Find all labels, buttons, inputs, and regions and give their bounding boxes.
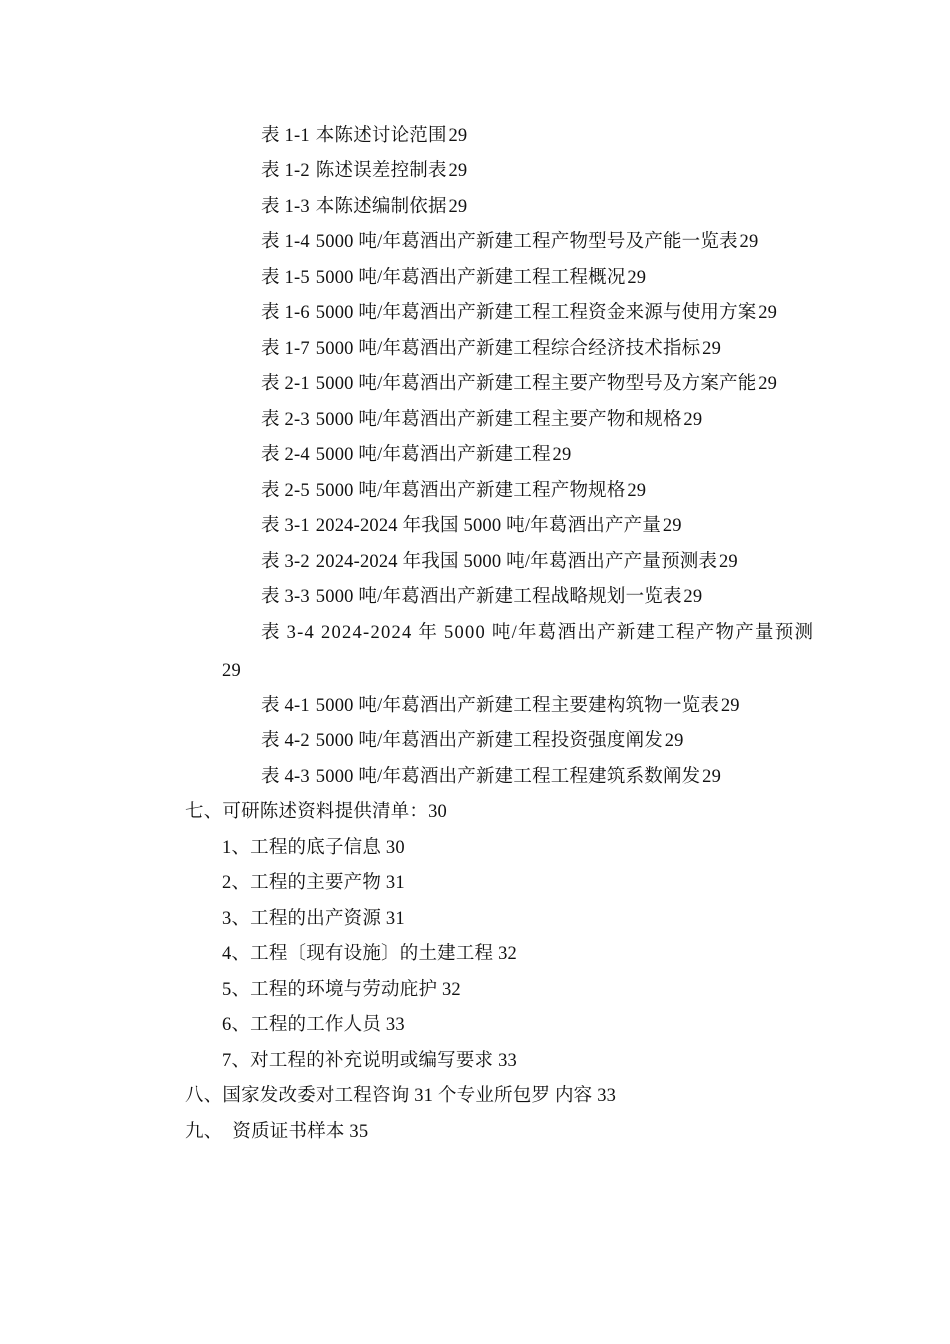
- toc-table-entry-1-2[interactable]: [261, 159, 467, 183]
- toc-table-label: 表 2-3: [261, 410, 310, 430]
- toc-page-number: 29: [448, 197, 468, 217]
- toc-table-title: 5000 吨/年葛酒出产新建工程产物型号及产能一览表: [315, 232, 738, 252]
- toc-item-7-6[interactable]: 6、工程的工作人员 33: [222, 1015, 405, 1035]
- toc-table-title: 2024-2024 年我国 5000 吨/年葛酒出产产量: [315, 516, 662, 536]
- toc-table-title: 5000 吨/年葛酒出产新建工程主要建构筑物一览表: [315, 696, 720, 716]
- toc-item-7-4[interactable]: 4、工程〔现有设施〕的土建工程 32: [222, 944, 517, 964]
- toc-table-label: 表 2-4: [261, 445, 310, 465]
- toc-table-entry-2-3[interactable]: [261, 408, 702, 432]
- toc-table-title: 5000 吨/年葛酒出产新建工程产物规格: [315, 481, 626, 501]
- toc-table-label: 表 1-5: [261, 268, 310, 288]
- toc-table-title: 5000 吨/年葛酒出产新建工程工程建筑系数阐发: [315, 767, 701, 787]
- toc-table-entry-4-2[interactable]: [261, 729, 684, 753]
- toc-item-7-5[interactable]: 5、工程的环境与劳动庇护 32: [222, 980, 461, 1000]
- toc-table-label: 表 1-6: [261, 303, 310, 323]
- toc-table-entry-4-3[interactable]: [261, 765, 721, 789]
- toc-page-number: 29: [702, 767, 722, 787]
- toc-page-number: 29: [739, 232, 759, 252]
- toc-table-entry-3-1[interactable]: [261, 514, 682, 538]
- toc-item-7-2[interactable]: 2、工程的主要产物 31: [222, 873, 405, 893]
- toc-table-title: 5000 吨/年葛酒出产新建工程综合经济技术指标: [315, 339, 701, 359]
- toc-table-label: 表 2-5: [261, 481, 310, 501]
- toc-section-8[interactable]: 八、国家发改委对工程咨询 31 个专业所包罗 内容 33: [185, 1086, 617, 1106]
- toc-page-number: 29: [720, 696, 740, 716]
- toc-table-label: 表 1-3: [261, 197, 310, 217]
- toc-page-number: 29: [758, 374, 778, 394]
- toc-table-title: 5000 吨/年葛酒出产新建工程工程概况: [315, 268, 626, 288]
- toc-table-entry-2-5[interactable]: [261, 479, 646, 503]
- toc-table-label: 表 3-2: [261, 552, 310, 572]
- toc-table-title: 5000 吨/年葛酒出产新建工程投资强度阐发: [315, 731, 663, 751]
- toc-table-label: 表 4-3: [261, 767, 310, 787]
- toc-table-label: 表 1-1: [261, 126, 310, 146]
- toc-table-entry-3-3[interactable]: [261, 585, 702, 609]
- toc-table-title: 本陈述讨论范围: [315, 126, 447, 146]
- toc-page-number: 29: [718, 552, 738, 572]
- toc-table-label: 表 4-1: [261, 696, 310, 716]
- toc-table-entry-1-3[interactable]: [261, 195, 467, 219]
- toc-section-9[interactable]: [185, 1120, 368, 1144]
- toc-table-entry-3-4[interactable]: [261, 621, 815, 645]
- toc-table-entry-1-7[interactable]: [261, 337, 721, 361]
- toc-page-number: 29: [448, 126, 468, 146]
- toc-table-title: 5000 吨/年葛酒出产新建工程主要产物型号及方案产能: [315, 374, 757, 394]
- toc-page-number-wrapped[interactable]: 29: [222, 661, 241, 681]
- toc-section-number: 九、: [185, 1122, 223, 1142]
- toc-table-label: 表 3-3: [261, 587, 310, 607]
- toc-section-7[interactable]: 七、可研陈述资料提供清单：30: [185, 802, 448, 822]
- toc-table-label: 表 3-4: [261, 623, 316, 643]
- toc-table-title: 5000 吨/年葛酒出产新建工程: [315, 445, 551, 465]
- toc-table-entry-1-5[interactable]: [261, 266, 646, 290]
- toc-table-title: 5000 吨/年葛酒出产新建工程主要产物和规格: [315, 410, 682, 430]
- toc-table-label: 表 1-2: [261, 161, 310, 181]
- toc-table-entry-2-1[interactable]: [261, 372, 777, 396]
- toc-table-entry-1-4[interactable]: [261, 230, 758, 254]
- toc-page-number: 29: [627, 481, 647, 501]
- toc-table-entry-2-4[interactable]: [261, 443, 571, 467]
- toc-item-7-7[interactable]: 7、对工程的补充说明或编写要求 33: [222, 1051, 517, 1071]
- toc-table-entry-4-1[interactable]: [261, 694, 740, 718]
- toc-table-label: 表 3-1: [261, 516, 310, 536]
- toc-table-label: 表 2-1: [261, 374, 310, 394]
- toc-page-number: 29: [683, 410, 703, 430]
- toc-page-number: 29: [664, 731, 684, 751]
- toc-page-number: 29: [683, 587, 703, 607]
- toc-table-label: 表 4-2: [261, 731, 310, 751]
- toc-table-entry-1-6[interactable]: [261, 301, 777, 325]
- toc-section-title: 资质证书样本 35: [232, 1122, 369, 1142]
- toc-table-entry-3-2[interactable]: [261, 550, 738, 574]
- toc-page-number: 29: [702, 339, 722, 359]
- toc-item-7-3[interactable]: 3、工程的出产资源 31: [222, 909, 405, 929]
- toc-table-title: 2024-2024 年我国 5000 吨/年葛酒出产产量预测表: [315, 552, 718, 572]
- toc-table-title: 陈述误差控制表: [315, 161, 447, 181]
- toc-table-title: 2024-2024 年 5000 吨/年葛酒出产新建工程产物产量预测: [321, 623, 815, 643]
- toc-page-number: 29: [448, 161, 468, 181]
- toc-page-number: 29: [662, 516, 682, 536]
- toc-table-title: 5000 吨/年葛酒出产新建工程战略规划一览表: [315, 587, 682, 607]
- toc-item-7-1[interactable]: 1、工程的底子信息 30: [222, 838, 405, 858]
- toc-table-entry-1-1[interactable]: [261, 124, 467, 148]
- toc-page-number: 29: [552, 445, 572, 465]
- toc-table-title: 5000 吨/年葛酒出产新建工程工程资金来源与使用方案: [315, 303, 757, 323]
- toc-table-title: 本陈述编制依据: [315, 197, 447, 217]
- toc-table-label: 表 1-7: [261, 339, 310, 359]
- toc-table-label: 表 1-4: [261, 232, 310, 252]
- toc-page-number: 29: [627, 268, 647, 288]
- toc-page-number: 29: [758, 303, 778, 323]
